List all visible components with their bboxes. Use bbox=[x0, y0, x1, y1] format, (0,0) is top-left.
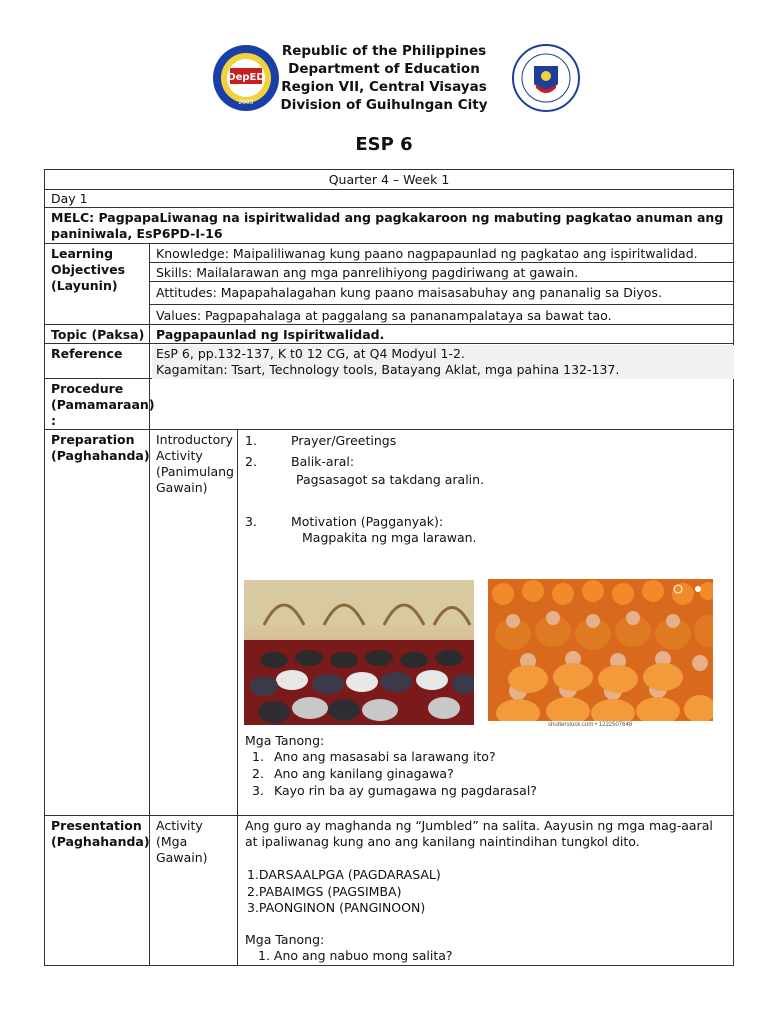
step-3-text: Motivation (Pagganyak): bbox=[291, 514, 444, 529]
step-3-number: 3. bbox=[245, 514, 257, 529]
step-2-number: 2. bbox=[245, 454, 257, 469]
document-title: ESP 6 bbox=[355, 134, 413, 155]
svg-text:2003: 2003 bbox=[238, 99, 254, 106]
questions2-label: Mga Tanong: bbox=[245, 932, 325, 947]
step-1-number: 1. bbox=[245, 433, 257, 448]
topic-value: Pagpapaunlad ng Ispiritwalidad. bbox=[156, 327, 385, 342]
header-line-4: Division of Guihulngan City bbox=[280, 97, 488, 113]
question-2: Ano ang kanilang ginagawa? bbox=[274, 766, 454, 781]
praying-photo bbox=[244, 580, 474, 725]
header-line-2: Department of Education bbox=[288, 61, 480, 77]
presentation-label: Presentation (Paghahanda) bbox=[51, 818, 150, 849]
activity-label: Activity (Mga Gawain) bbox=[156, 818, 208, 865]
objective-attitudes: Attitudes: Mapapahalagahan kung paano maisasabuhay ang pananalig sa Diyos. bbox=[156, 285, 662, 300]
day-label: Day 1 bbox=[51, 191, 88, 206]
photo-caption: shutterstock.com • 1222507648 bbox=[548, 722, 633, 728]
monks-photo bbox=[488, 579, 713, 721]
reference-label: Reference bbox=[51, 346, 123, 361]
question-3: Kayo rin ba ay gumagawa ng pagdarasal? bbox=[274, 783, 537, 798]
question-3-number: 3. bbox=[252, 783, 264, 798]
topic-label: Topic (Paksa) bbox=[51, 327, 145, 342]
activity-instructions: Ang guro ay maghanda ng “Jumbled” na salita. Aayusin ng mga mag-aaral at ipaliwanag kung ano ang kanilang naintindihan tungkol dito. bbox=[245, 818, 713, 849]
header-line-1: Republic of the Philippines bbox=[281, 43, 487, 59]
jumbled-word-1: 1.DARSAALPGA (PAGDARASAL) bbox=[247, 867, 441, 882]
step-2-sub: Pagsasagot sa takdang aralin. bbox=[296, 472, 485, 487]
question2-1: 1. Ano ang nabuo mong salita? bbox=[258, 948, 453, 963]
step-2-text: Balik-aral: bbox=[291, 454, 355, 469]
jumbled-word-2: 2.PABAIMGS (PAGSIMBA) bbox=[247, 884, 402, 899]
reference-value: EsP 6, pp.132-137, K t0 12 CG, at Q4 Modyul 1-2. Kagamitan: Tsart, Technology tools, Batayang Aklat, mga pahina 132-137. bbox=[152, 345, 734, 379]
procedure-label: Procedure (Pamamaraan) : bbox=[51, 381, 155, 428]
header-block bbox=[0, 42, 768, 114]
introductory-activity-label: Introductory Activity (Panimulang Gawain) bbox=[156, 432, 234, 495]
question-1-number: 1. bbox=[252, 749, 264, 764]
preparation-label: Preparation (Paghahanda) bbox=[51, 432, 150, 463]
objective-values: Values: Pagpapahalaga at paggalang sa pananampalataya sa bawat tao. bbox=[156, 308, 612, 323]
objectives-label: Learning Objectives (Layunin) bbox=[51, 246, 126, 293]
quarter-heading: Quarter 4 – Week 1 bbox=[328, 172, 450, 187]
step-1-text: Prayer/Greetings bbox=[291, 433, 397, 448]
question-2-number: 2. bbox=[252, 766, 264, 781]
questions-label: Mga Tanong: bbox=[245, 733, 325, 748]
melc-text: MELC: PagpapaLiwanag na ispiritwalidad ang pagkakaroon ng mabuting pagkatao anuman ang paniniwala, EsP6PD-I-16 bbox=[51, 210, 724, 241]
objective-knowledge: Knowledge: Maipaliliwanag kung paano nagpapaunlad ng pagkatao ang ispiritwalidad. bbox=[156, 246, 698, 261]
question-1: Ano ang masasabi sa larawang ito? bbox=[274, 749, 496, 764]
svg-text:DepED: DepED bbox=[227, 72, 265, 83]
step-3-sub: Magpakita ng mga larawan. bbox=[302, 530, 477, 545]
header-line-3: Region VII, Central Visayas bbox=[281, 79, 487, 95]
objective-skills: Skills: Mailalarawan ang mga panrelihiyong pagdiriwang at gawain. bbox=[156, 265, 579, 280]
jumbled-word-3: 3.PAONGINON (PANGINOON) bbox=[247, 900, 426, 915]
